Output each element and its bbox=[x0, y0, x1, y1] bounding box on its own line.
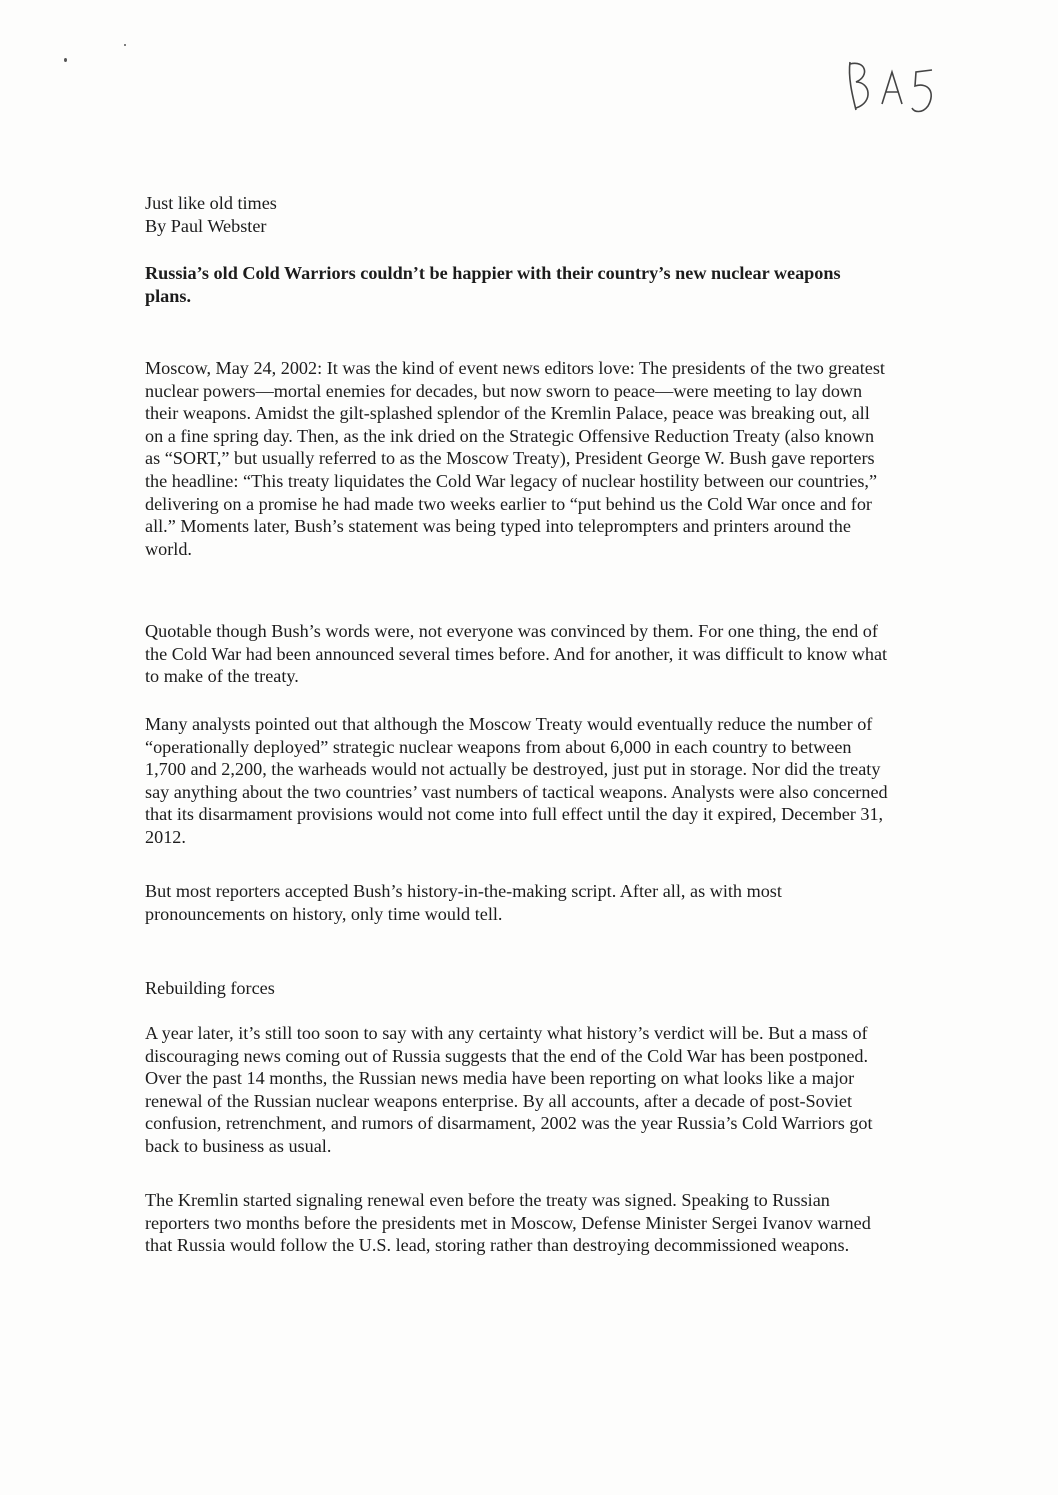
scan-speck bbox=[64, 58, 67, 62]
article-title: Just like old times bbox=[145, 193, 277, 213]
article-paragraph: The Kremlin started signaling renewal even before the treaty was signed. Speaking to Russian reporters two months before the presidents met in Moscow, Defense Minister Sergei Ivanov warned that Russia would follow the U.S. lead, storing rather than destroying decommissioned weapons. bbox=[145, 1190, 871, 1256]
article-paragraph: Quotable though Bush’s words were, not everyone was convinced by them. For one thing, the end of the Cold War had been announced several times before. And for another, it was difficult to know what to make of the treaty. bbox=[145, 621, 888, 687]
section-heading: Rebuilding forces bbox=[145, 978, 275, 998]
article-deck: Russia’s old Cold Warriors couldn’t be happier with their country’s new nuclear weapons plans. bbox=[145, 263, 841, 306]
article-paragraph: But most reporters accepted Bush’s history-in-the-making script. After all, as with most pronouncements on history, only time would tell. bbox=[145, 881, 782, 924]
article-paragraph: Moscow, May 24, 2002: It was the kind of event news editors love: The presidents of the two greatest nuclear powers—mortal enemies for decades, but now sworn to peace—were meeting to lay down their weapons. Amidst the gilt-splashed splendor of the Kremlin Palace, peace was breaking out, all on a fine spring day. Then, as the ink dried on the Strategic Offensive Reduction Treaty (also known as “SORT,” but usually referred to as the Moscow Treaty), President George W. Bush gave reporters the headline: “This treaty liquidates the Cold War legacy of nuclear hostility between our countries,” delivering on a promise he had made two weeks earlier to “put behind us the Cold War once and for all.” Moments later, Bush’s statement was being typed into teleprompters and printers around the world. bbox=[145, 358, 885, 559]
handwritten-annotation bbox=[836, 52, 956, 122]
article-paragraph: Many analysts pointed out that although the Moscow Treaty would eventually reduce the number of “operationally deployed” strategic nuclear weapons from about 6,000 in each country to between 1,700 and 2,200, the warheads would not actually be destroyed, just put in storage. Nor did the treaty say anything about the two countries’ vast numbers of tactical weapons. Analysts were also concerned that its disarmament provisions would not come into full effect until the day it expired, December 31, 2012. bbox=[145, 714, 888, 847]
scan-speck bbox=[124, 44, 126, 46]
article-paragraph: A year later, it’s still too soon to say with any certainty what history’s verdict will be. But a mass of discouraging news coming out of Russia suggests that the end of the Cold War has been postponed. Over the past 14 months, the Russian news media have been reporting on what looks like a major renewal of the Russian nuclear weapons enterprise. By all accounts, after a decade of post-Soviet confusion, retrenchment, and rumors of disarmament, 2002 was the year Russia’s Cold Warriors got back to business as usual. bbox=[145, 1023, 873, 1156]
article-byline: By Paul Webster bbox=[145, 216, 267, 236]
